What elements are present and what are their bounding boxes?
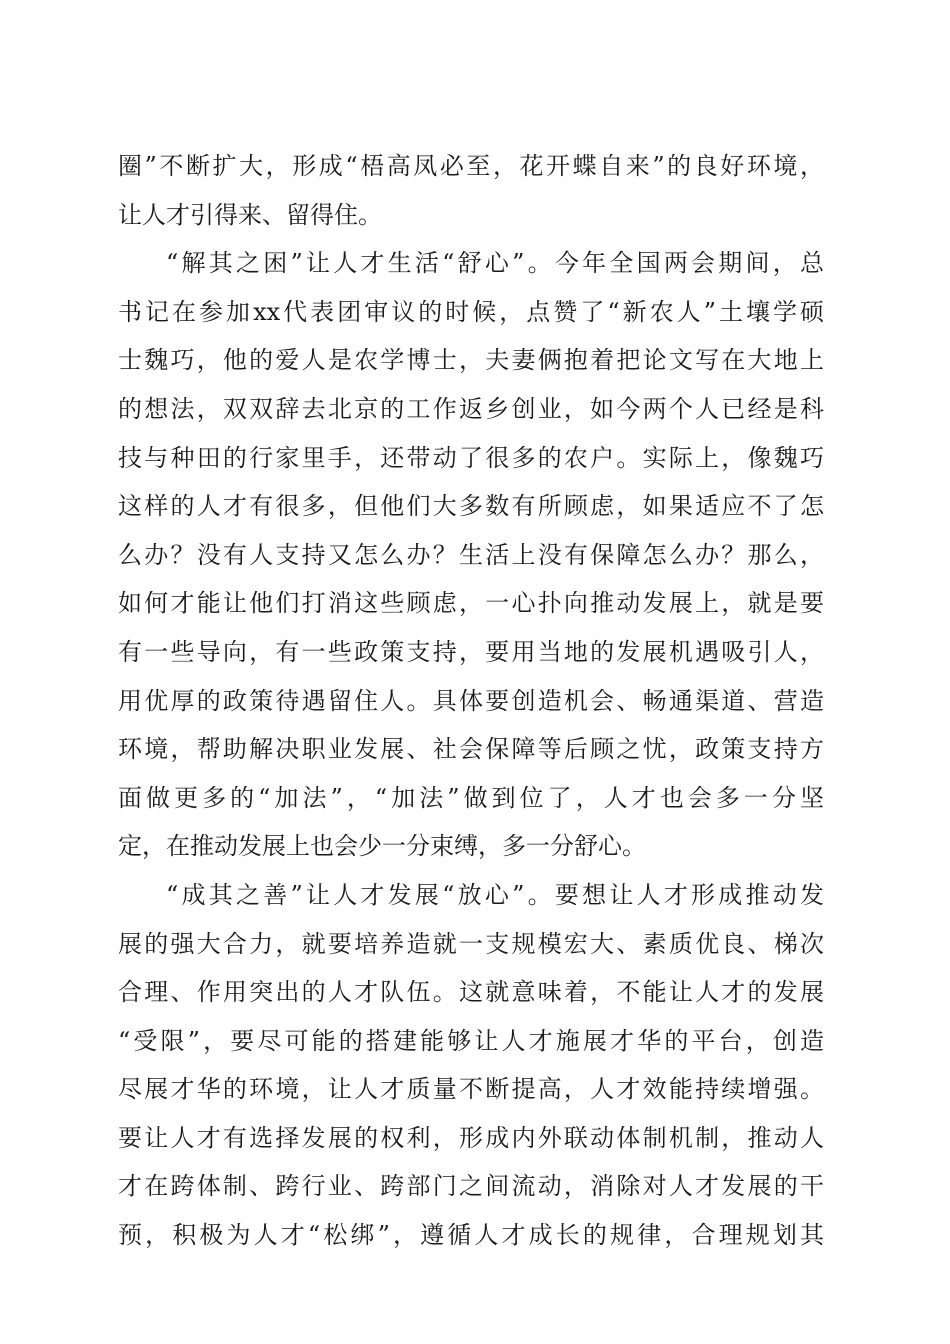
text-line: 定，在推动发展上也会少一分束缚，多一分舒心。: [118, 832, 646, 861]
text-line: 才在跨体制、跨行业、跨部门之间流动，消除对人才发展的干: [118, 1172, 824, 1201]
text-line: 面做更多的“加法”，“加法”做到位了，人才也会多一分坚: [118, 783, 824, 812]
text-line: 预，积极为人才“松绑”，遵循人才成长的规律，合理规划其: [118, 1221, 824, 1250]
text-line: 合理、作用突出的人才队伍。这就意味着，不能让人才的发展: [118, 978, 824, 1007]
text-line: 用优厚的政策待遇留住人。具体要创造机会、畅通渠道、营造: [118, 686, 824, 715]
paragraph-start-line: “成其之善”让人才发展“放心”。要想让人才形成推动发: [166, 880, 824, 909]
text-line: 这样的人才有很多，但他们大多数有所顾虑，如果适应不了怎: [118, 492, 824, 521]
text-line: 技与种田的行家里手，还带动了很多的农户。实际上，像魏巧: [118, 443, 824, 472]
text-line: 圈”不断扩大，形成“梧高凤必至，花开蝶自来”的良好环境，: [118, 152, 824, 180]
text-line: 士魏巧，他的爱人是农学博士，夫妻俩抱着把论文写在大地上: [118, 346, 824, 375]
text-line: 要让人才有选择发展的权利，形成内外联动体制机制，推动人: [118, 1123, 824, 1152]
text-line: “受限”，要尽可能的搭建能够让人才施展才华的平台，创造: [118, 1026, 824, 1055]
text-line: 让人才引得来、留得住。: [118, 200, 382, 229]
text-line: 环境，帮助解决职业发展、社会保障等后顾之忧，政策支持方: [118, 735, 824, 764]
paragraph-start-line: “解其之困”让人才生活“舒心”。今年全国两会期间，总: [166, 249, 824, 278]
body-text: [118, 142, 824, 1260]
text-line: 展的强大合力，就要培养造就一支规模宏大、素质优良、梯次: [118, 929, 824, 958]
text-line: 尽展才华的环境，让人才质量不断提高，人才效能持续增强。: [118, 1075, 824, 1104]
text-line: 的想法，双双辞去北京的工作返乡创业，如今两个人已经是科: [118, 394, 824, 423]
text-line: 书记在参加xx代表团审议的时候，点赞了“新农人”土壤学硕: [118, 297, 824, 326]
text-line: 有一些导向，有一些政策支持，要用当地的发展机遇吸引人，: [118, 637, 824, 666]
text-line: 么办？没有人支持又怎么办？生活上没有保障怎么办？那么，: [118, 540, 824, 569]
text-line: 如何才能让他们打消这些顾虑，一心扑向推动发展上，就是要: [118, 589, 824, 618]
